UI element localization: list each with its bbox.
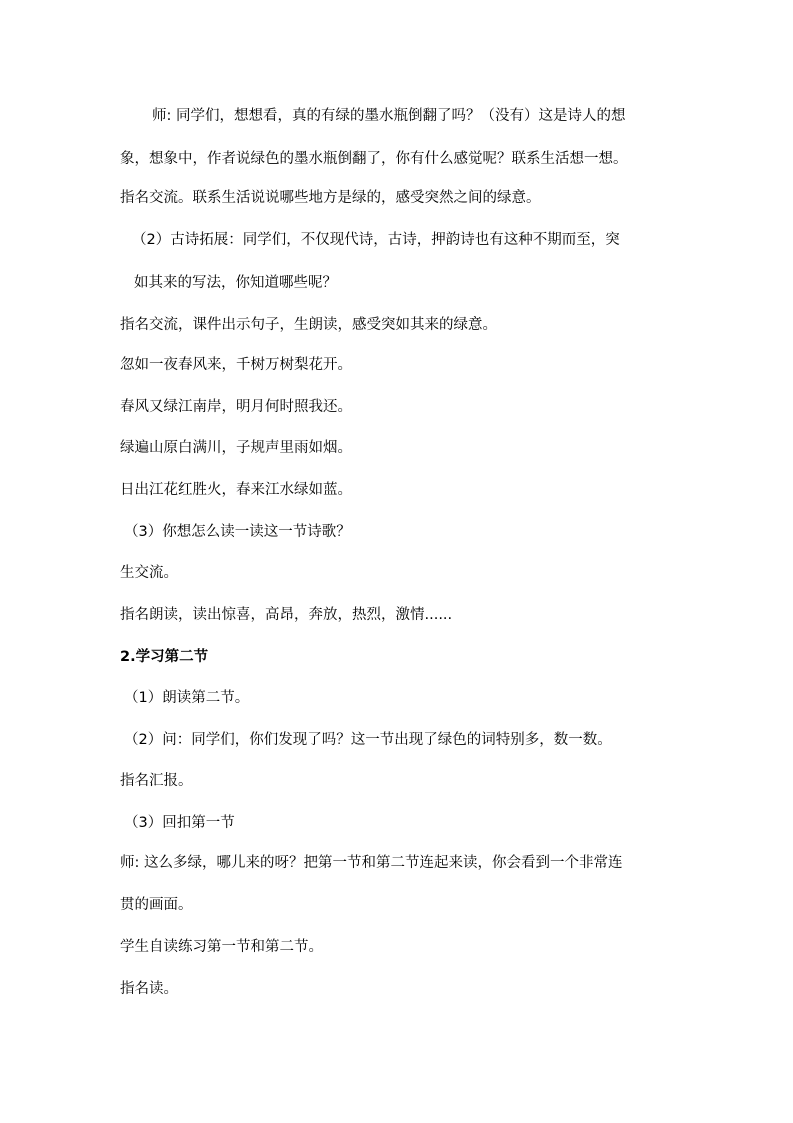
paragraph-line-4: （2）古诗拓展：同学们，不仅现代诗，古诗，押韵诗也有这种不期而至，突 (132, 232, 620, 248)
section-heading: 2.学习第二节 (120, 649, 209, 665)
paragraph-line-10: （1）朗读第二节。 (124, 690, 250, 706)
paragraph-line-14: 师: 这么多绿，哪儿来的呀？把第一节和第二节连起来读，你会看到一个非常连 (120, 855, 623, 871)
paragraph-line-7: （3）你想怎么读一读这一节诗歌？ (124, 524, 351, 540)
paragraph-line-12: 指名汇报。 (120, 773, 193, 789)
paragraph-line-8: 生交流。 (120, 565, 178, 581)
poem-line-3: 绿遍山原白满川，子规声里雨如烟。 (120, 440, 352, 456)
paragraph-line-11: （2）问：同学们，你们发现了吗？这一节出现了绿色的词特别多，数一数。 (124, 732, 612, 748)
paragraph-line-16: 学生自读练习第一节和第二节。 (120, 939, 323, 955)
paragraph-line-9: 指名朗读，读出惊喜，高昂，奔放，热烈，激情...... (120, 607, 453, 623)
paragraph-line-1: 师: 同学们，想想看，真的有绿的墨水瓶倒翻了吗？（没有）这是诗人的想 (152, 108, 626, 124)
poem-line-4: 日出江花红胜火，春来江水绿如蓝。 (120, 482, 352, 498)
paragraph-line-2: 象，想象中，作者说绿色的墨水瓶倒翻了，你有什么感觉呢？联系生活想一想。 (120, 151, 628, 167)
paragraph-line-13: （3）回扣第一节 (124, 815, 235, 831)
paragraph-line-5: 如其来的写法，你知道哪些呢？ (134, 275, 337, 291)
paragraph-line-6: 指名交流，课件出示句子，生朗读，感受突如其来的绿意。 (120, 317, 497, 333)
poem-line-2: 春风又绿江南岸，明月何时照我还。 (120, 399, 352, 415)
paragraph-line-15: 贯的画面。 (120, 897, 193, 913)
paragraph-line-17: 指名读。 (120, 981, 178, 997)
paragraph-line-3: 指名交流。联系生活说说哪些地方是绿的，感受突然之间的绿意。 (120, 190, 541, 206)
poem-line-1: 忽如一夜春风来，千树万树梨花开。 (120, 357, 352, 373)
